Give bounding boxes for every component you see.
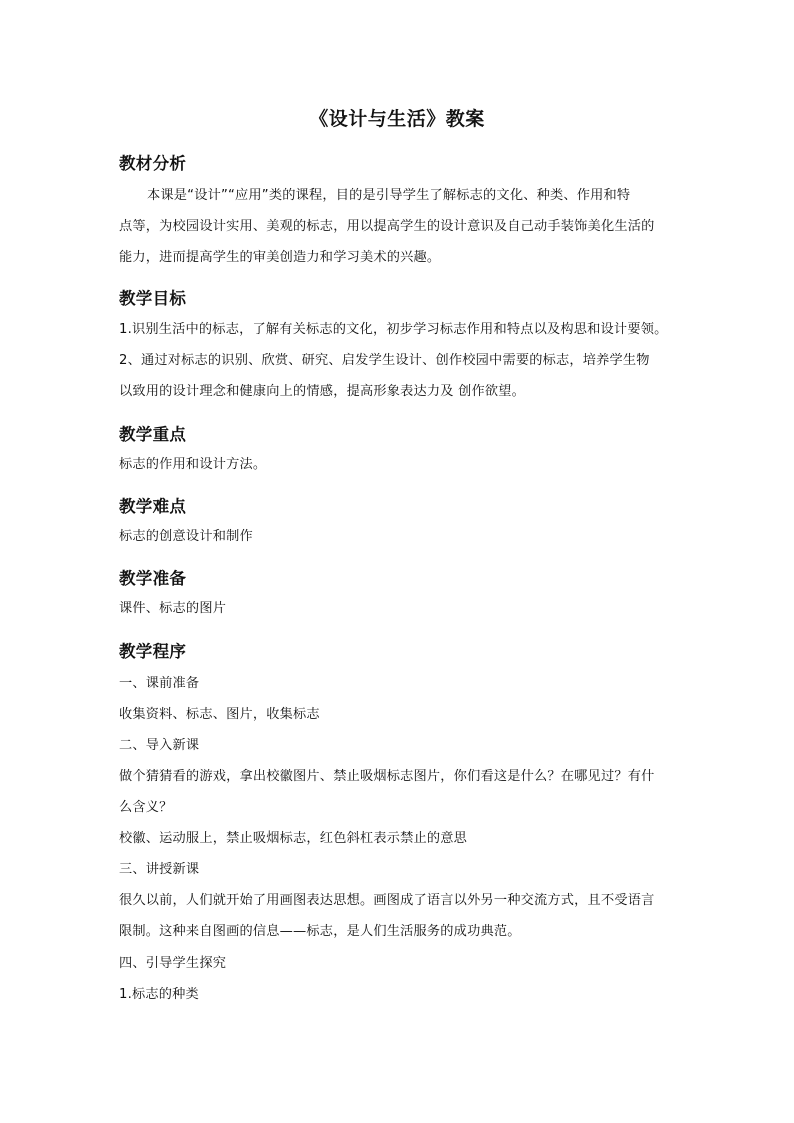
section-heading-procedure: 教学程序 [119,642,187,661]
analysis-line-2: 点等，为校园设计实用、美观的标志，用以提高学生的设计意识及自己动手装饰美化生活的 [119,219,655,234]
analysis-line-3: 能力，进而提高学生的审美创造力和学习美术的兴趣。 [119,250,441,265]
procedure-line-10: 四、引导学生探究 [119,956,227,971]
goals-line-1: 1.识别生活中的标志，了解有关标志的文化，初步学习标志作用和特点以及构思和设计要领。 [119,322,668,337]
keypoints-line-1: 标志的作用和设计方法。 [119,457,267,472]
procedure-line-4: 做个猜猜看的游戏，拿出校徽图片、禁止吸烟标志图片，你们看这是什么？在哪见过？有什 [119,769,655,784]
difficulties-line-1: 标志的创意设计和制作 [119,529,253,544]
procedure-line-7: 三、讲授新课 [119,862,200,877]
section-heading-difficulties: 教学难点 [119,497,187,516]
section-heading-goals: 教学目标 [119,289,187,308]
procedure-line-8: 很久以前，人们就开始了用画图表达思想。画图成了语言以外另一种交流方式，且不受语言 [119,893,655,908]
procedure-line-3: 二、导入新课 [119,738,200,753]
preparation-line-1: 课件、标志的图片 [119,601,227,616]
section-heading-preparation: 教学准备 [119,569,187,588]
procedure-line-11: 1.标志的种类 [119,987,199,1002]
procedure-line-1: 一、课前准备 [119,676,200,691]
goals-line-3: 以致用的设计理念和健康向上的情感，提高形象表达力及 创作欲望。 [119,384,526,399]
section-heading-keypoints: 教学重点 [119,425,187,444]
procedure-line-5: 么含义？ [119,800,173,815]
procedure-line-9: 限制。这种来自图画的信息——标志，是人们生活服务的成功典范。 [119,924,521,939]
procedure-line-6: 校徽、运动服上，禁止吸烟标志，红色斜杠表示禁止的意思 [119,831,468,846]
document-title: 《设计与生活》教案 [309,108,485,130]
analysis-line-1: 本课是“设计”“应用”类的课程，目的是引导学生了解标志的文化、种类、作用和特 [147,188,631,203]
section-heading-analysis: 教材分析 [119,154,187,173]
goals-line-2: 2、通过对标志的识别、欣赏、研究、启发学生设计、创作校园中需要的标志，培养学生物 [119,353,650,368]
procedure-line-2: 收集资料、标志、图片，收集标志 [119,707,320,722]
